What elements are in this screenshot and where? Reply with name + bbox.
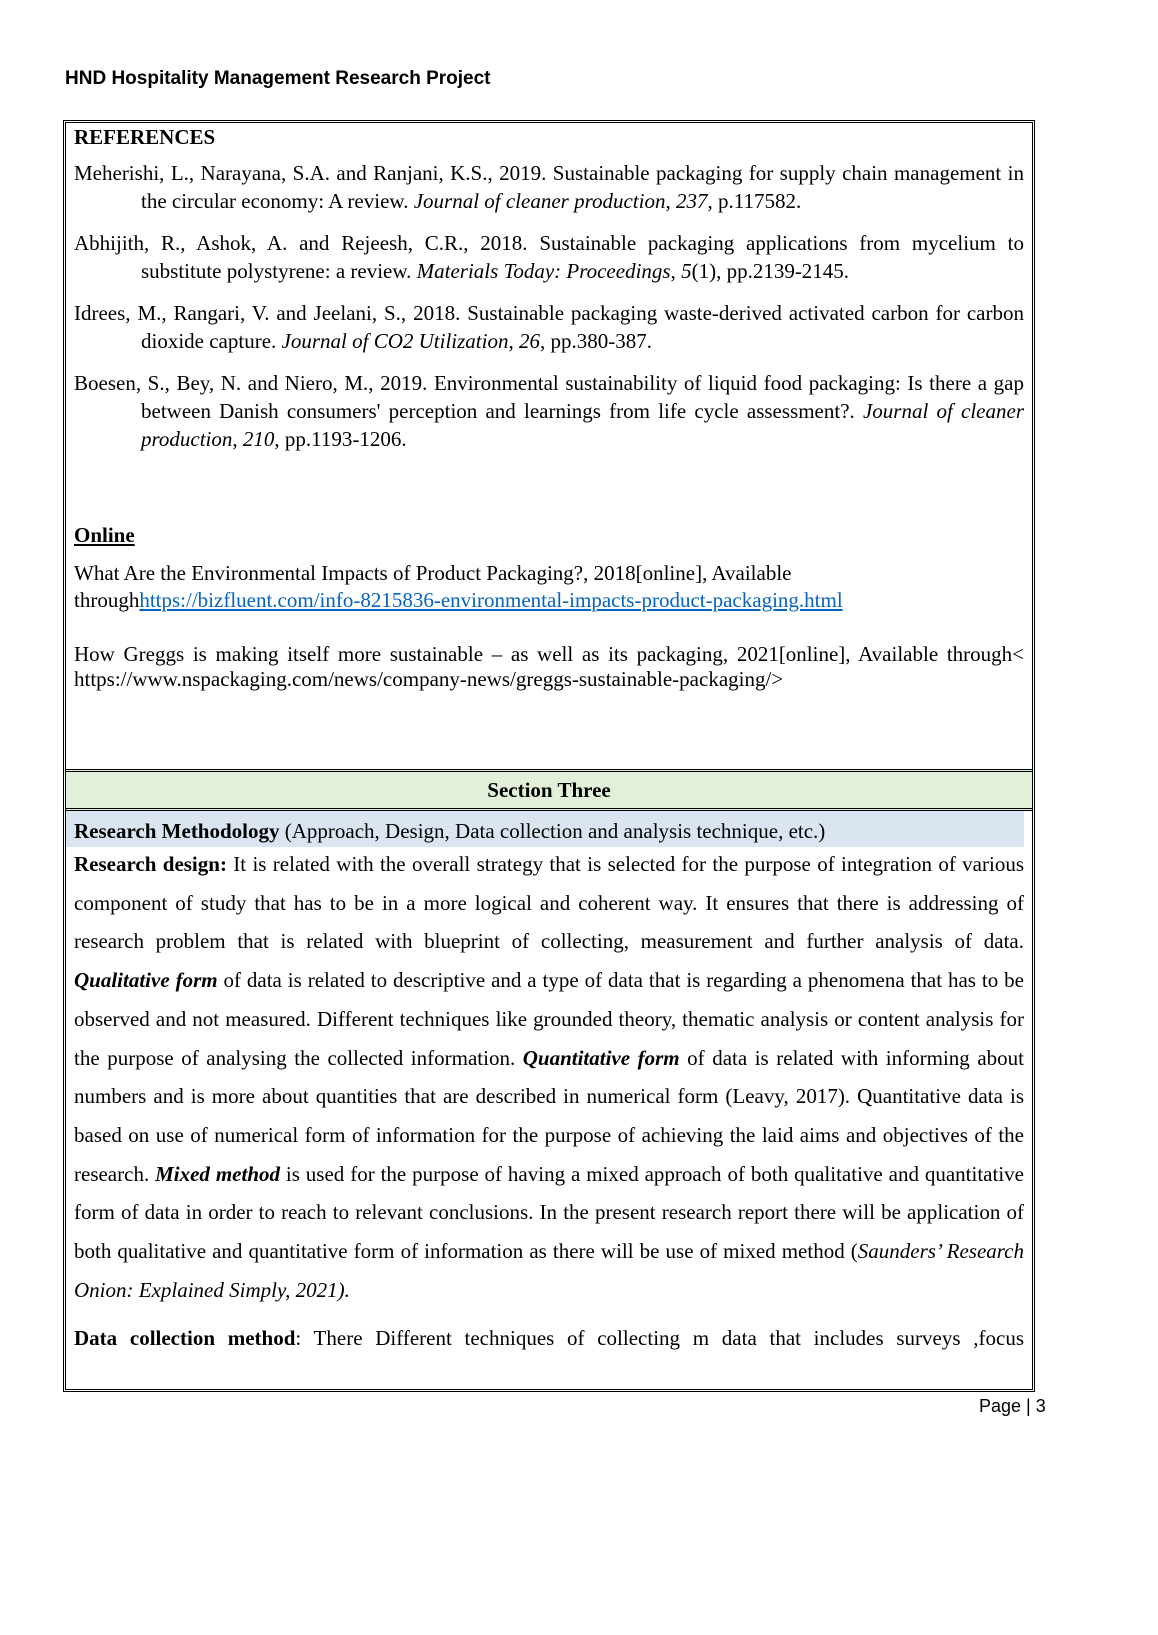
separator: , bbox=[232, 427, 243, 451]
separator: , bbox=[665, 189, 676, 213]
separator: , bbox=[508, 329, 519, 353]
text: is used for the purpose of having a mixed approach of both qualitative and quantitative form of data in order to reach to relevant conclusions. In the present research report there will be application of both qualitative and quantitative form of information as there will be use of mixed method ( bbox=[74, 1161, 1024, 1264]
reference-text: Abhijith, R., Ashok, A. and Rejeesh, C.R., 2018. Sustainable packaging applications from mycelium to substitute polystyrene: a review. bbox=[74, 231, 1024, 283]
reference-volume: 237 bbox=[675, 189, 708, 213]
reference-item bbox=[74, 299, 1024, 355]
reference-pages: , pp.1193-1206. bbox=[274, 427, 407, 451]
reference-item bbox=[74, 369, 1024, 453]
reference-journal: Journal of cleaner production bbox=[141, 399, 1024, 451]
methodology-header bbox=[66, 811, 1024, 847]
reference-text: Idrees, M., Rangari, V. and Jeelani, S., 2018. Sustainable packaging waste-derived activated carbon for carbon dioxide capture. bbox=[74, 301, 1024, 353]
document-header: HND Hospitality Management Research Project bbox=[65, 68, 491, 89]
term-mixed-method: Mixed method bbox=[155, 1161, 280, 1186]
section-three-title: Section Three bbox=[66, 769, 1032, 811]
content-table bbox=[63, 120, 1035, 1392]
reference-journal: Journal of cleaner production bbox=[413, 189, 666, 213]
online-heading: Online bbox=[74, 523, 135, 547]
online-ref-link[interactable]: https://bizfluent.com/info-8215836-environmental-impacts-product-packaging.html bbox=[139, 588, 843, 612]
reference-item bbox=[74, 229, 1024, 285]
reference-volume: 5 bbox=[681, 259, 692, 283]
reference-pages: , pp.380-387. bbox=[539, 329, 652, 353]
page-number: Page | 3 bbox=[979, 1396, 1046, 1416]
text: of data is related to descriptive and a type of data that is regarding a phenomena that has to be observed and not measured. Different techniques like grounded theory, thematic analysis or content analysis for the purpose of analysing the collected information. bbox=[74, 968, 1024, 1070]
reference-pages: (1), pp.2139-2145. bbox=[691, 259, 850, 283]
reference-pages: , p.117582. bbox=[707, 189, 802, 213]
reference-volume: 210 bbox=[242, 427, 275, 451]
methodology-desc: (Approach, Design, Data collection and analysis technique, etc.) bbox=[279, 819, 826, 843]
online-reference-2: How Greggs is making itself more sustainable – as well as its packaging, 2021[online], Available through< https://www.nspackaging.com/news/company-news/greggs-sustainable-packaging/> bbox=[74, 642, 1024, 691]
text: of data is related with informing about numbers and is more about quantities that are described in numerical form (Leavy, 2017). Quantitative data is based on use of numerical form of information for the purpose of achieving the laid aims and objectives of the research. bbox=[74, 1045, 1024, 1186]
reference-item bbox=[74, 159, 1024, 215]
references-section bbox=[66, 123, 1032, 692]
separator: , bbox=[670, 259, 682, 283]
methodology-label: Research Methodology bbox=[74, 819, 280, 843]
text: : There Different techniques of collecting m data that includes surveys ,focus bbox=[295, 1326, 1024, 1351]
term-quantitative: Quantitative form bbox=[522, 1045, 680, 1070]
online-reference-1 bbox=[74, 560, 1024, 614]
reference-journal: Journal of CO2 Utilization bbox=[281, 329, 509, 353]
reference-text: Meherishi, L., Narayana, S.A. and Ranjani, K.S., 2019. Sustainable packaging for supply chain management in the circular economy: A review. bbox=[74, 161, 1024, 213]
data-collection-paragraph bbox=[74, 1323, 1024, 1353]
online-ref-text: What Are the Environmental Impacts of Product Packaging?, 2018[online], Available through bbox=[74, 561, 792, 612]
research-design-label: Research design: bbox=[74, 852, 227, 876]
reference-journal: Materials Today: Proceedings bbox=[416, 259, 671, 283]
references-heading: REFERENCES bbox=[74, 125, 216, 149]
data-collection-label: Data collection method bbox=[74, 1326, 296, 1351]
text: It is related with the overall strategy that is selected for the purpose of integration of various component of study that has to be in a more logical and coherent way. It ensures that there is addressing of research problem that is related with blueprint of collecting, measurement and further analysis of data. bbox=[74, 852, 1024, 954]
term-qualitative: Qualitative form bbox=[74, 968, 218, 993]
research-design-paragraph bbox=[74, 845, 1024, 1309]
reference-volume: 26 bbox=[518, 329, 540, 353]
reference-text: Boesen, S., Bey, N. and Niero, M., 2019. Environmental sustainability of liquid food packaging: Is there a gap between Danish consumers' perception and learnings from life cycle assessment?. bbox=[74, 371, 1024, 423]
methodology-body bbox=[74, 845, 1024, 1353]
citation: Saunders’ Research Onion: Explained Simply, 2021). bbox=[74, 1239, 1024, 1302]
